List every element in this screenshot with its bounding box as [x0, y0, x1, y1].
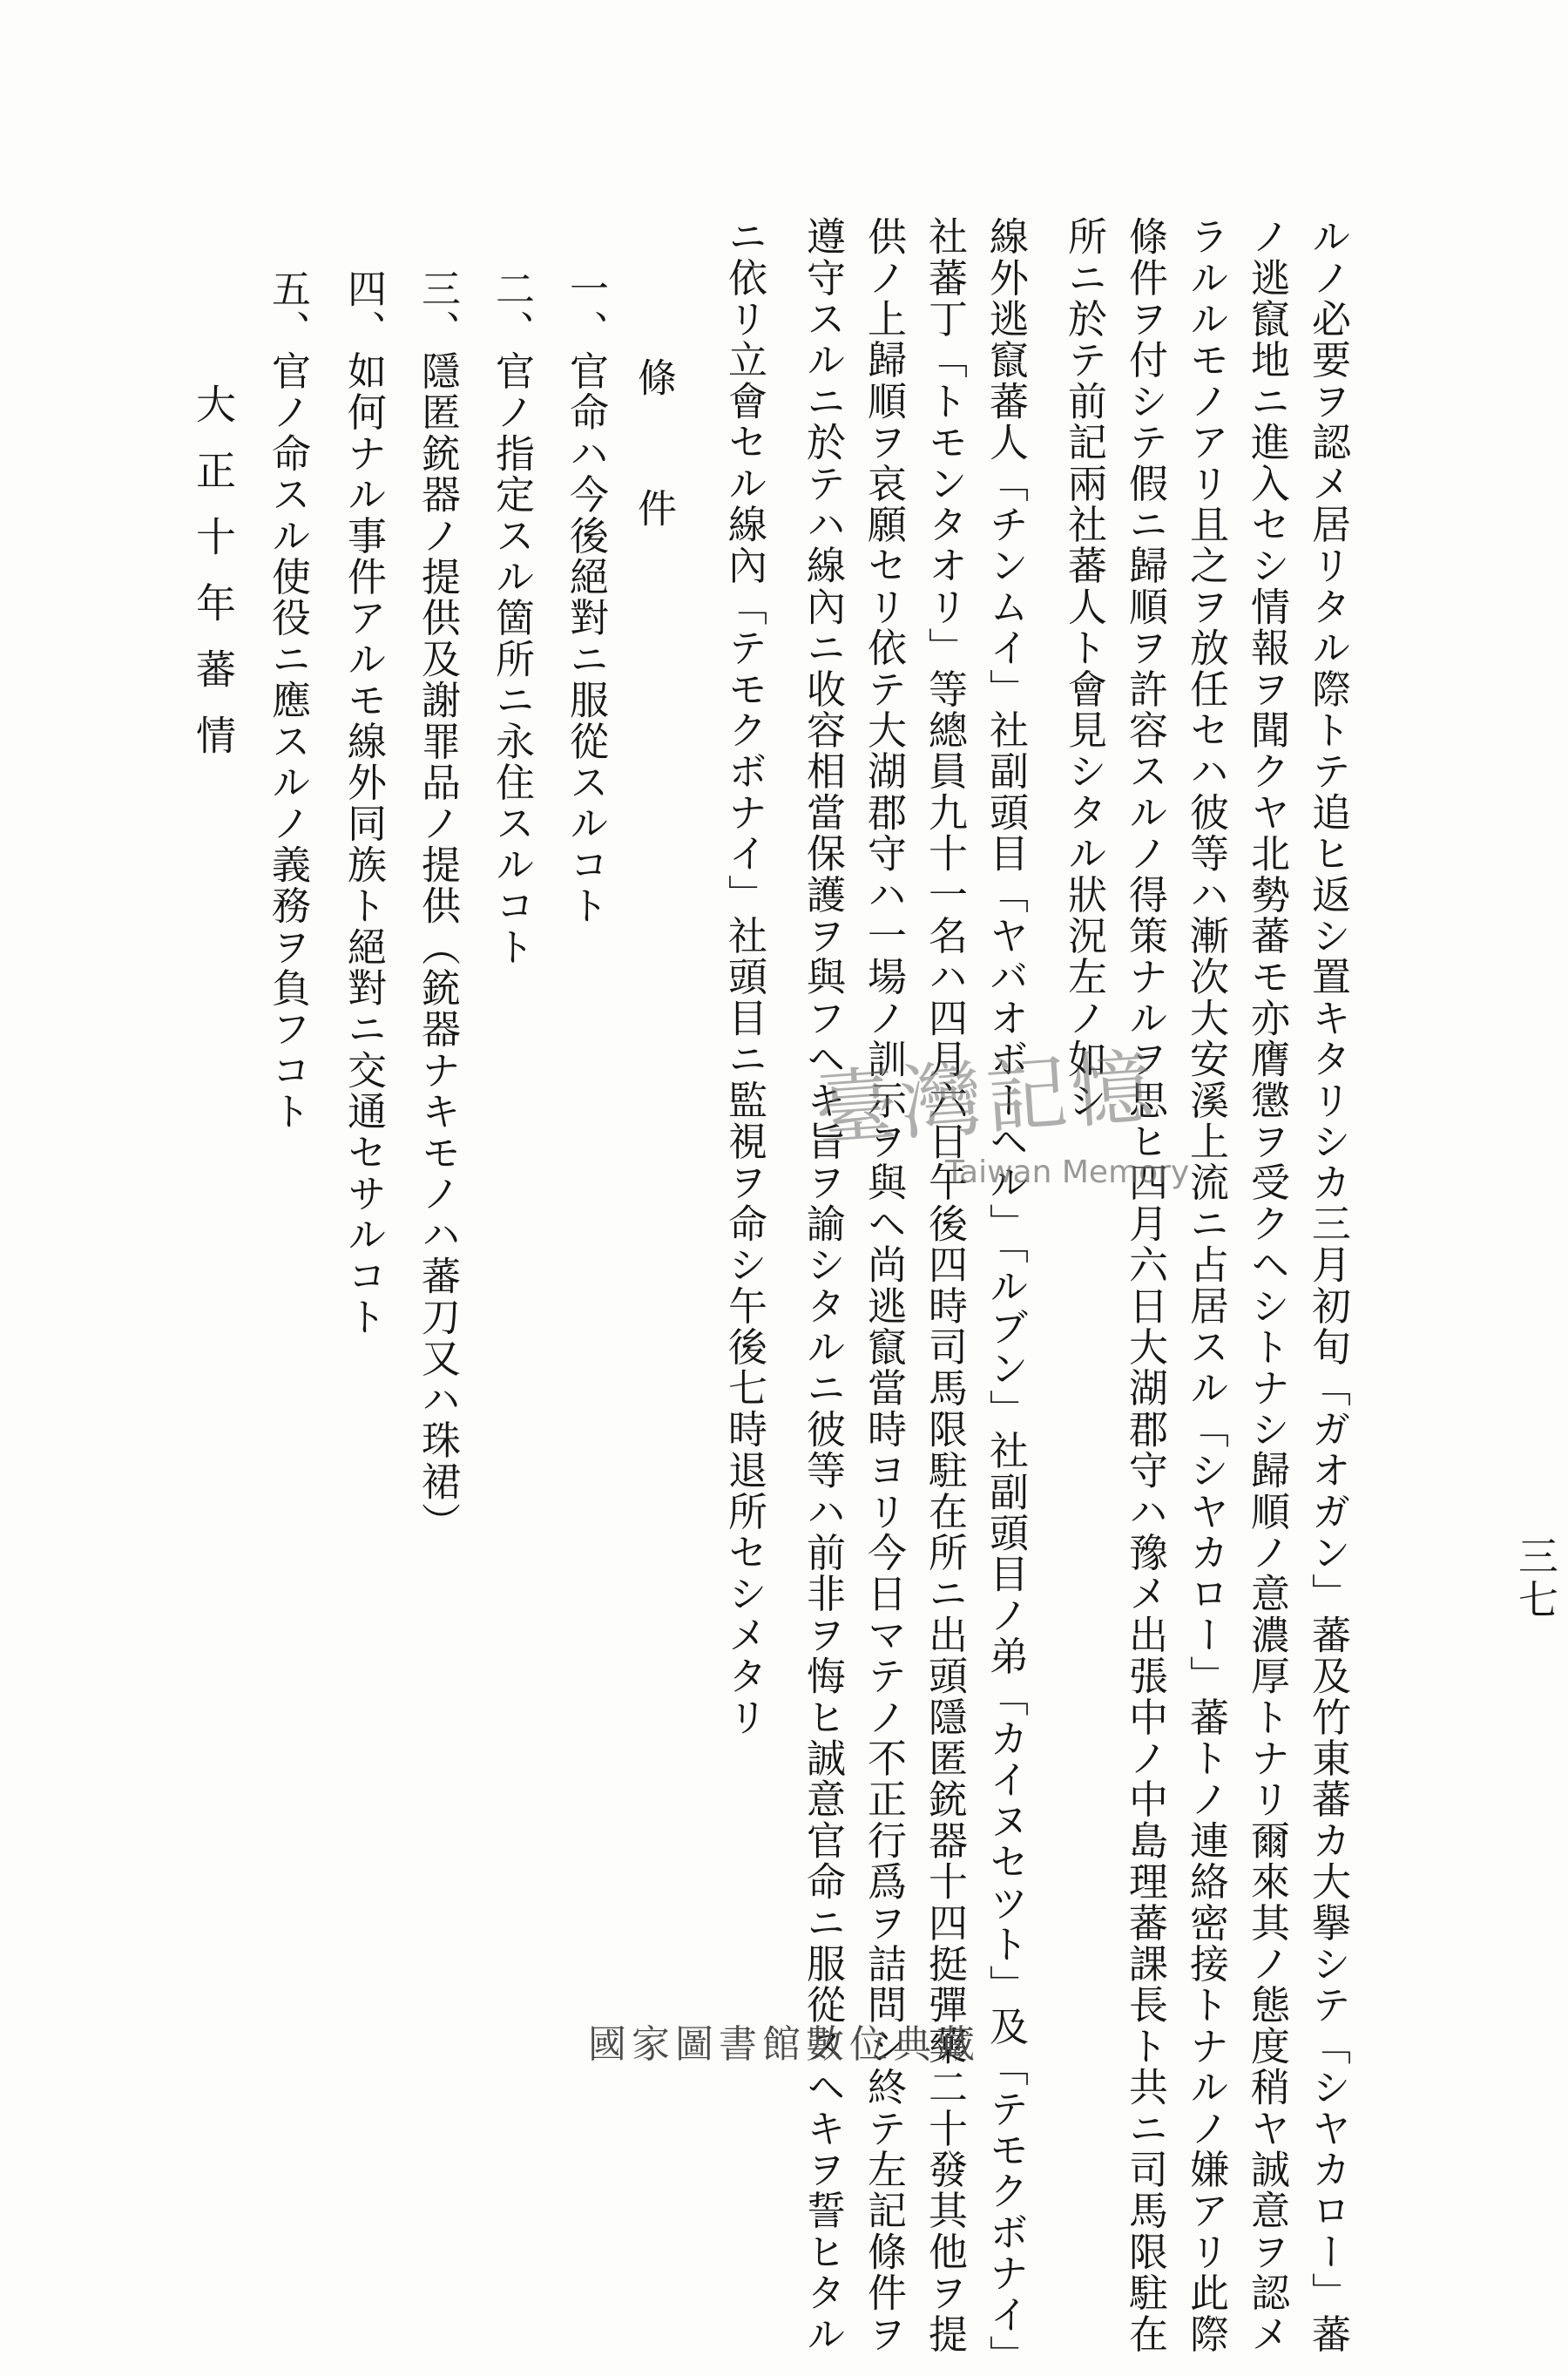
body-column-8: 供ノ上歸順ヲ哀願セリ依テ大湖郡守ハ一場ノ訓示ヲ與ヘ尚逃竄當時ヨリ今日マテノ不正行爲ヲ詰問シ終テ左記條件ヲ: [861, 216, 907, 2355]
body-column-7: 社蕃丁「トモンタオリ」等總員九十一名ハ四月六日午後四時司馬限駐在所ニ出頭隱匿銃器十四挺彈藥二十發其他ヲ提: [922, 216, 968, 2355]
page-number: 三七: [1512, 1535, 1559, 1622]
watermark: 臺灣記憶: [812, 1039, 1159, 1159]
body-column-3: ラルルモノアリ且之ヲ放任セハ彼等ハ漸次大安溪上流ニ占居スル「シヤカロー」蕃トノ連絡密接トナルノ嫌アリ此際: [1183, 216, 1229, 2355]
condition-item-4: 四、如何ナル事件アルモ線外同族ト絕對ニ交通セサルコト: [341, 268, 387, 1338]
body-column-6: 線外逃竄蕃人「チンムイ」社副頭目「ヤバオボーヘル」「ルブン」社副頭目ノ弟「カイヌセツト」及「テモクボナイ」: [983, 216, 1029, 2376]
running-header: 大正十年蕃情: [190, 383, 237, 781]
condition-item-1: 一、官命ハ今後絕對ニ服從スルコト: [563, 268, 609, 927]
body-column-10: ニ依リ立會セル線內「テモクボナイ」社頭目ニ監視ヲ命シ午後七時退所セシメタリ: [721, 216, 767, 1738]
body-column-5: 所ニ於テ前記兩社蕃人ト會見シタル狀況左ノ如シ: [1061, 216, 1107, 1121]
watermark-subtext: Taiwan Memory: [945, 1154, 1190, 1190]
body-column-4: 條件ヲ付シテ假ニ歸順ヲ許容スルノ得策ナルヲ思ヒ四月六日大湖郡守ハ豫メ出張中ノ中島理蕃課長ト共ニ司馬限駐在: [1122, 216, 1168, 2355]
conditions-heading: 條 件: [631, 357, 677, 553]
body-column-9: 遵守スルニ於テハ線內ニ收容相當保護ヲ與フヘキ旨ヲ諭シタルニ彼等ハ前非ヲ悔ヒ誠意官命ニ服從スヘキヲ誓ヒタル: [800, 216, 846, 2355]
body-column-2: ノ逃竄地ニ進入セシ情報ヲ聞クヤ北勢蕃モ亦膺懲ヲ受クヘシトナシ歸順ノ意濃厚トナリ爾來其ノ態度稍ヤ誠意ヲ認メ: [1244, 216, 1290, 2355]
condition-item-3: 三、隱匿銃器ノ提供及謝罪品ノ提供（銃器ナキモノハ蕃刀又ハ珠裙）: [415, 268, 461, 1544]
condition-item-5: 五、官ノ命スル使役ニ應スルノ義務ヲ負フコト: [265, 268, 311, 1133]
body-column-1: ルノ必要ヲ認メ居リタル際トテ追ヒ返シ置キタリシカ三月初旬「ガオガン」蕃及竹東蕃カ大擧シテ「シヤカロー」蕃: [1305, 216, 1351, 2355]
condition-item-2: 二、官ノ指定スル箇所ニ永住スルコト: [489, 268, 535, 968]
footer-credit: 國家圖書館數位典藏: [588, 2022, 980, 2067]
